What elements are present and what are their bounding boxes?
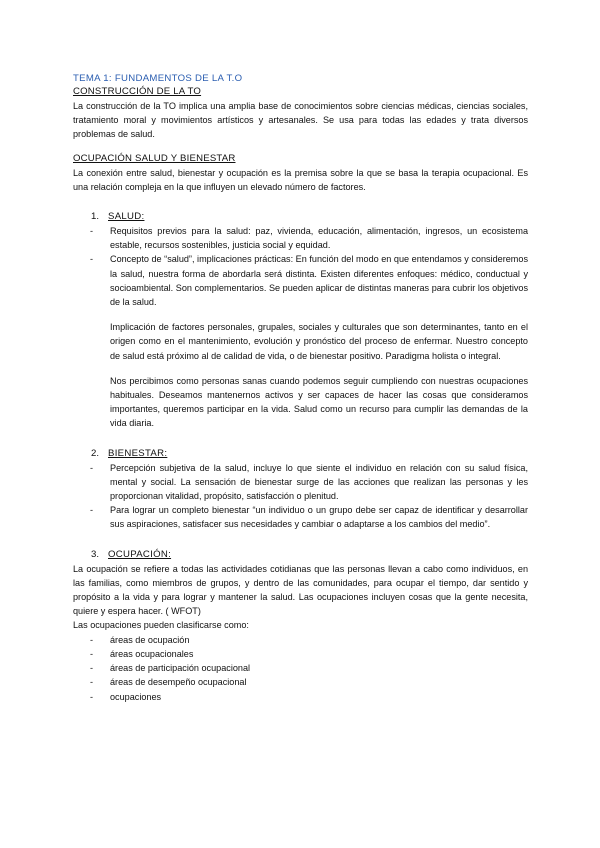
list-item: - áreas ocupacionales xyxy=(73,647,528,661)
list-item: - áreas de ocupación xyxy=(73,633,528,647)
bienestar-bullet-percepcion: - Percepción subjetiva de la salud, incluye lo que siente el individuo en relación con su salud física, mental y social. La sensación de bienestar surge de las acciones que realizan las personas y les proporcionan vitalidad, propósito, satisfacción o plenitud. xyxy=(73,461,528,504)
bienestar-bullet-list xyxy=(73,461,528,532)
ocupacion-list xyxy=(73,633,528,704)
number-1: 1. xyxy=(91,211,100,223)
number-2: 2. xyxy=(91,447,100,459)
paragraph-clasificacion-intro: Las ocupaciones pueden clasificarse como: xyxy=(73,620,249,631)
list-item: - áreas de desempeño ocupacional xyxy=(73,675,528,689)
section-heading-construccion: CONSTRUCCIÓN DE LA TO xyxy=(73,86,202,97)
paragraph-implicacion: Implicación de factores personales, grupales, sociales y culturales que son determinantes, tanto en el origen como en el mantenimiento, evolución y pronóstico del proceso de enfermar. Nuestro concepto de salud está próximo al de calidad de vida, o de bienestar positivo. Paradigma holista o integral. xyxy=(110,322,528,361)
paragraph-ocupacion: La ocupación se refiere a todas las actividades cotidianas que las personas llevan a cabo como individuos, en las familias, como miembros de grupos, y dentro de las comunidades, para ocupar el tiempo, dar sentido y propósito a la vida y para lograr y mantener la salud. Las ocupaciones incluyen cosas que la gente necesita, quiere y espera hacer. ( WFOT) xyxy=(73,563,528,617)
numbered-heading-ocupacion xyxy=(91,548,528,562)
list-item: - áreas de participación ocupacional xyxy=(73,661,528,675)
paragraph-percepcion-sanas: Nos percibimos como personas sanas cuando podemos seguir cumpliendo con nuestras ocupaciones habituales. Deseamos mantenernos activos y ser capaces de hacer las cosas que consideramos importantes, queremos participar en la vida. Salud como un recurso para cumplir las demandas de la vida diaria. xyxy=(110,375,528,429)
label-salud: SALUD: xyxy=(108,211,145,223)
number-3: 3. xyxy=(91,548,100,560)
bienestar-bullet-lograr: - Para lograr un completo bienestar “un individuo o un grupo debe ser capaz de identificar y desarrollar sus aspiraciones, satisfacer sus necesidades y cambiar o adaptarse a los cambios del medio”. xyxy=(73,503,528,531)
list-item: - ocupaciones xyxy=(73,690,528,704)
salud-bullet-requisitos: - Requisitos previos para la salud: paz, vivienda, educación, alimentación, ingresos, un ecosistema estable, recursos sostenibles, justicia social y equidad. xyxy=(73,224,528,252)
numbered-heading-bienestar xyxy=(91,447,528,461)
salud-bullet-concepto: - Concepto de “salud”, implicaciones prácticas: En función del modo en que entendamos y consideremos la salud, nuestra forma de abordarla será distinta. Existen diferentes enfoques: médico, conductual y socioambiental. Son complementarios. Se pueden aplicar de distintas maneras para cubrir los objetivos de la salud. xyxy=(73,252,528,309)
section-heading-ocupacion-salud: OCUPACIÓN SALUD Y BIENESTAR xyxy=(73,153,236,165)
label-ocupacion: OCUPACIÓN: xyxy=(108,548,172,560)
salud-bullet-list xyxy=(73,224,528,309)
paragraph-conexion: La conexión entre salud, bienestar y ocupación es la premisa sobre la que se basa la terapia ocupacional. Es una relación compleja en la que influyen un elevado número de factores. xyxy=(73,167,528,192)
label-bienestar: BIENESTAR: xyxy=(108,447,168,459)
numbered-heading-salud xyxy=(91,210,528,224)
paragraph-construccion: La construcción de la TO implica una amplia base de conocimientos sobre ciencias médicas, ciencias sociales, tratamiento moral y movimientos artísticos y artesanales. Se usa para todas las edades y trata diversos problemas de salud. xyxy=(73,100,528,139)
page-title: TEMA 1: FUNDAMENTOS DE LA T.O xyxy=(73,73,243,84)
